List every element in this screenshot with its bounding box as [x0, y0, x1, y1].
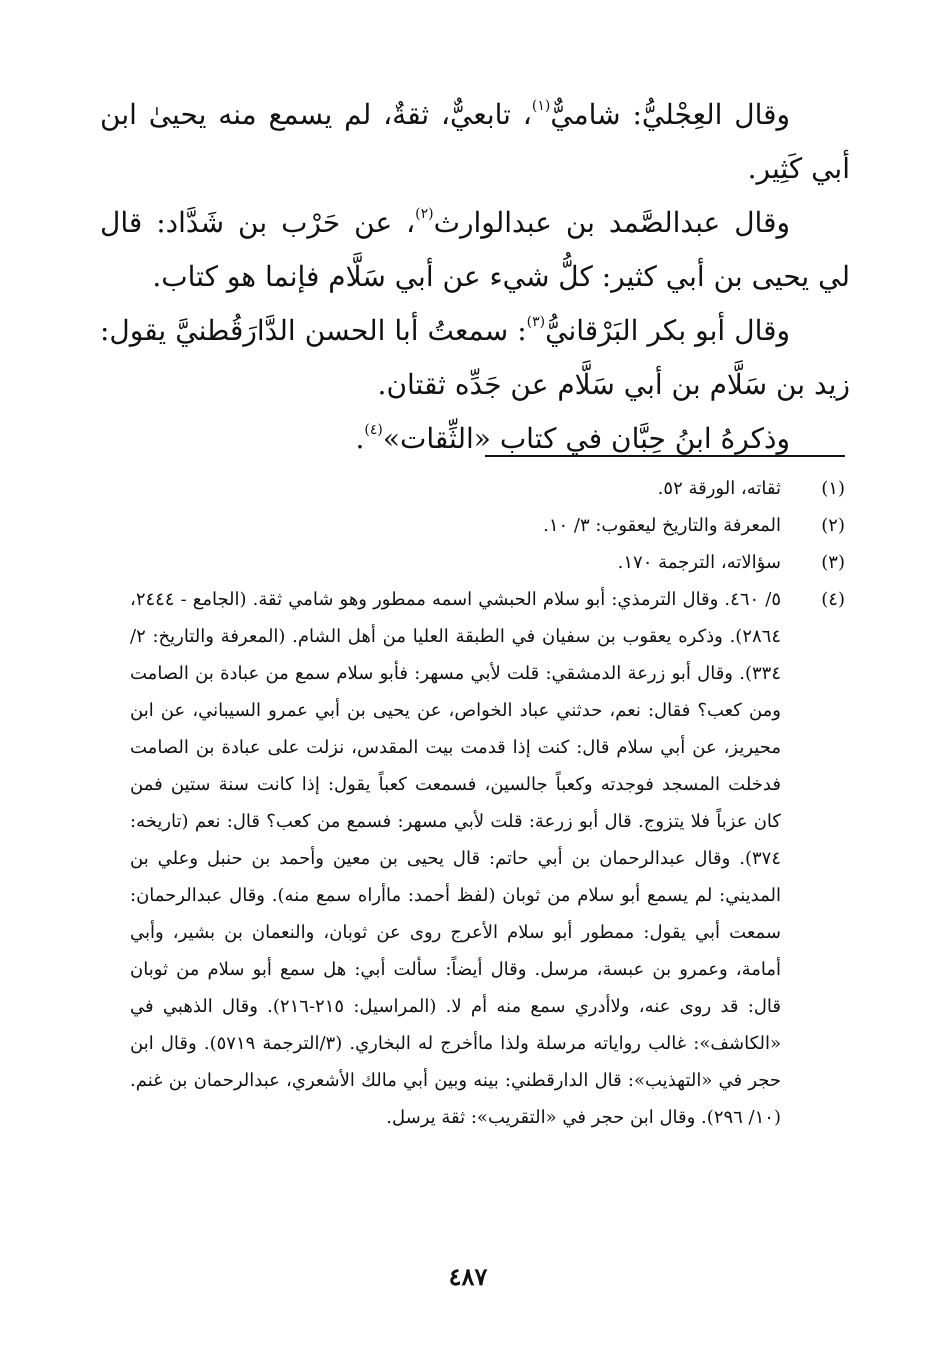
- footnote-4: [130, 581, 845, 1136]
- paragraph-3-text-cont: : سمعتُ أبا الحسن الدَّارَقُطنيَّ يقول: زيد بن سَلَّام بن أبي سَلَّام عن جَدِّه ثقتان.: [100, 314, 850, 401]
- paragraph-4-text-cont: .: [355, 422, 365, 455]
- footnote-number: (١): [821, 478, 845, 499]
- footnote-ref-2[interactable]: (٢): [415, 206, 434, 222]
- paragraph-2-text-cont: ، عن حَرْب بن شَدَّاد: قال لي يحيى بن أبي كثير: كلُّ شيء عن أبي سَلَّام فإنما هو كتاب.: [100, 206, 850, 293]
- footnote-text: ٥/ ٤٦٠. وقال الترمذي: أبو سلام الحبشي اسمه ممطور وهو شامي ثقة. (الجامع - ٢٤٤٤، ٢٨٦٤). وذكره يعقوب بن سفيان في الطبقة العليا من أهل الشام. (المعرفة والتاريخ: ٢/ ٣٣٤). وقال أبو زرعة الدمشقي: قلت لأبي مسهر: فأبو سلام سمع من عبادة بن الصامت ومن كعب؟ فقال: نعم، حدثني عباد الخواص، عن يحيى بن أبي عمرو السيباني، عن ابن محيريز، عن أبي سلام قال: كنت إذا قدمت بيت المقدس، نزلت على عبادة بن الصامت فدخلت المسجد فوجدته وكعباً جالسين، فسمعت كعباً يقول: إذا كانت سنة ستين فمن كان عزباً فلا يتزوج. قال أبو زرعة: قلت لأبي مسهر: فسمع من كعب؟ قال: نعم (تاريخه: ٣٧٤). وقال عبدالرحمان بن أبي حاتم: قال يحيى بن معين وأحمد بن حنبل وعلي بن المديني: لم يسمع أبو سلام من ثوبان (لفظ أحمد: ماأراه سمع منه). وقال عبدالرحمان: سمعت أبي يقول: ممطور أبو سلام الأعرج روى عن ثوبان، والنعمان بن بشير، وأبي أمامة، وعمرو بن عبسة، مرسل. وقال أيضاً: سألت أبي: هل سمع أبو سلام من ثوبان قال: قد روى عنه، ولاأدري سمع منه أم لا. (المراسيل: ٢١٥-٢١٦). وقال الذهبي في «الكاشف»: غالب رواياته مرسلة ولذا ماأخرج له البخاري. (٣/الترجمة ٥٧١٩). وقال ابن حجر في «التهذيب»: قال الدارقطني: بينه وبين أبي مالك الأشعري، عبدالرحمان بن غنم. (١٠/ ٢٩٦). وقال ابن حجر في «التقريب»: ثقة يرسل.: [130, 589, 782, 1128]
- main-text: [100, 88, 850, 466]
- paragraph-2-text: وقال عبدالصَّمد بن عبدالوارث: [433, 206, 790, 239]
- footnote-1: [130, 470, 845, 507]
- footnotes: [130, 470, 845, 1136]
- footnote-text: سؤالاته، الترجمة ١٧٠.: [617, 552, 781, 573]
- paragraph-4-text: وذكرهُ ابنُ حِبَّان في كتاب «الثِّقات»: [382, 422, 790, 455]
- footnote-2: [130, 507, 845, 544]
- footnote-3: [130, 544, 845, 581]
- paragraph-1-text-cont: ، تابعيٌّ، ثقةٌ، لم يسمع منه يحيىٰ ابن أبي كَثِير.: [100, 98, 850, 185]
- footnote-divider: [485, 455, 845, 457]
- footnote-text: المعرفة والتاريخ ليعقوب: ٣/ ١٠.: [543, 515, 781, 536]
- footnote-number: (٤): [821, 589, 845, 610]
- paragraph-3: [100, 304, 850, 412]
- footnote-text: ثقاته، الورقة ٥٢.: [657, 478, 781, 499]
- paragraph-1-text: وقال العِجْليُّ: شاميٌّ: [550, 98, 791, 131]
- footnote-ref-3[interactable]: (٣): [526, 314, 546, 330]
- paragraph-1: [100, 88, 850, 196]
- paragraph-4: [100, 412, 850, 466]
- footnote-ref-4[interactable]: (٤): [364, 422, 383, 438]
- page-number: ٤٨٧: [448, 1262, 488, 1291]
- footnote-number: (٣): [821, 552, 845, 573]
- paragraph-2: [100, 196, 850, 304]
- footnote-ref-1[interactable]: (١): [531, 98, 551, 114]
- footnote-number: (٢): [821, 515, 845, 536]
- paragraph-3-text: وقال أبو بكر البَرْقانيُّ: [545, 314, 791, 347]
